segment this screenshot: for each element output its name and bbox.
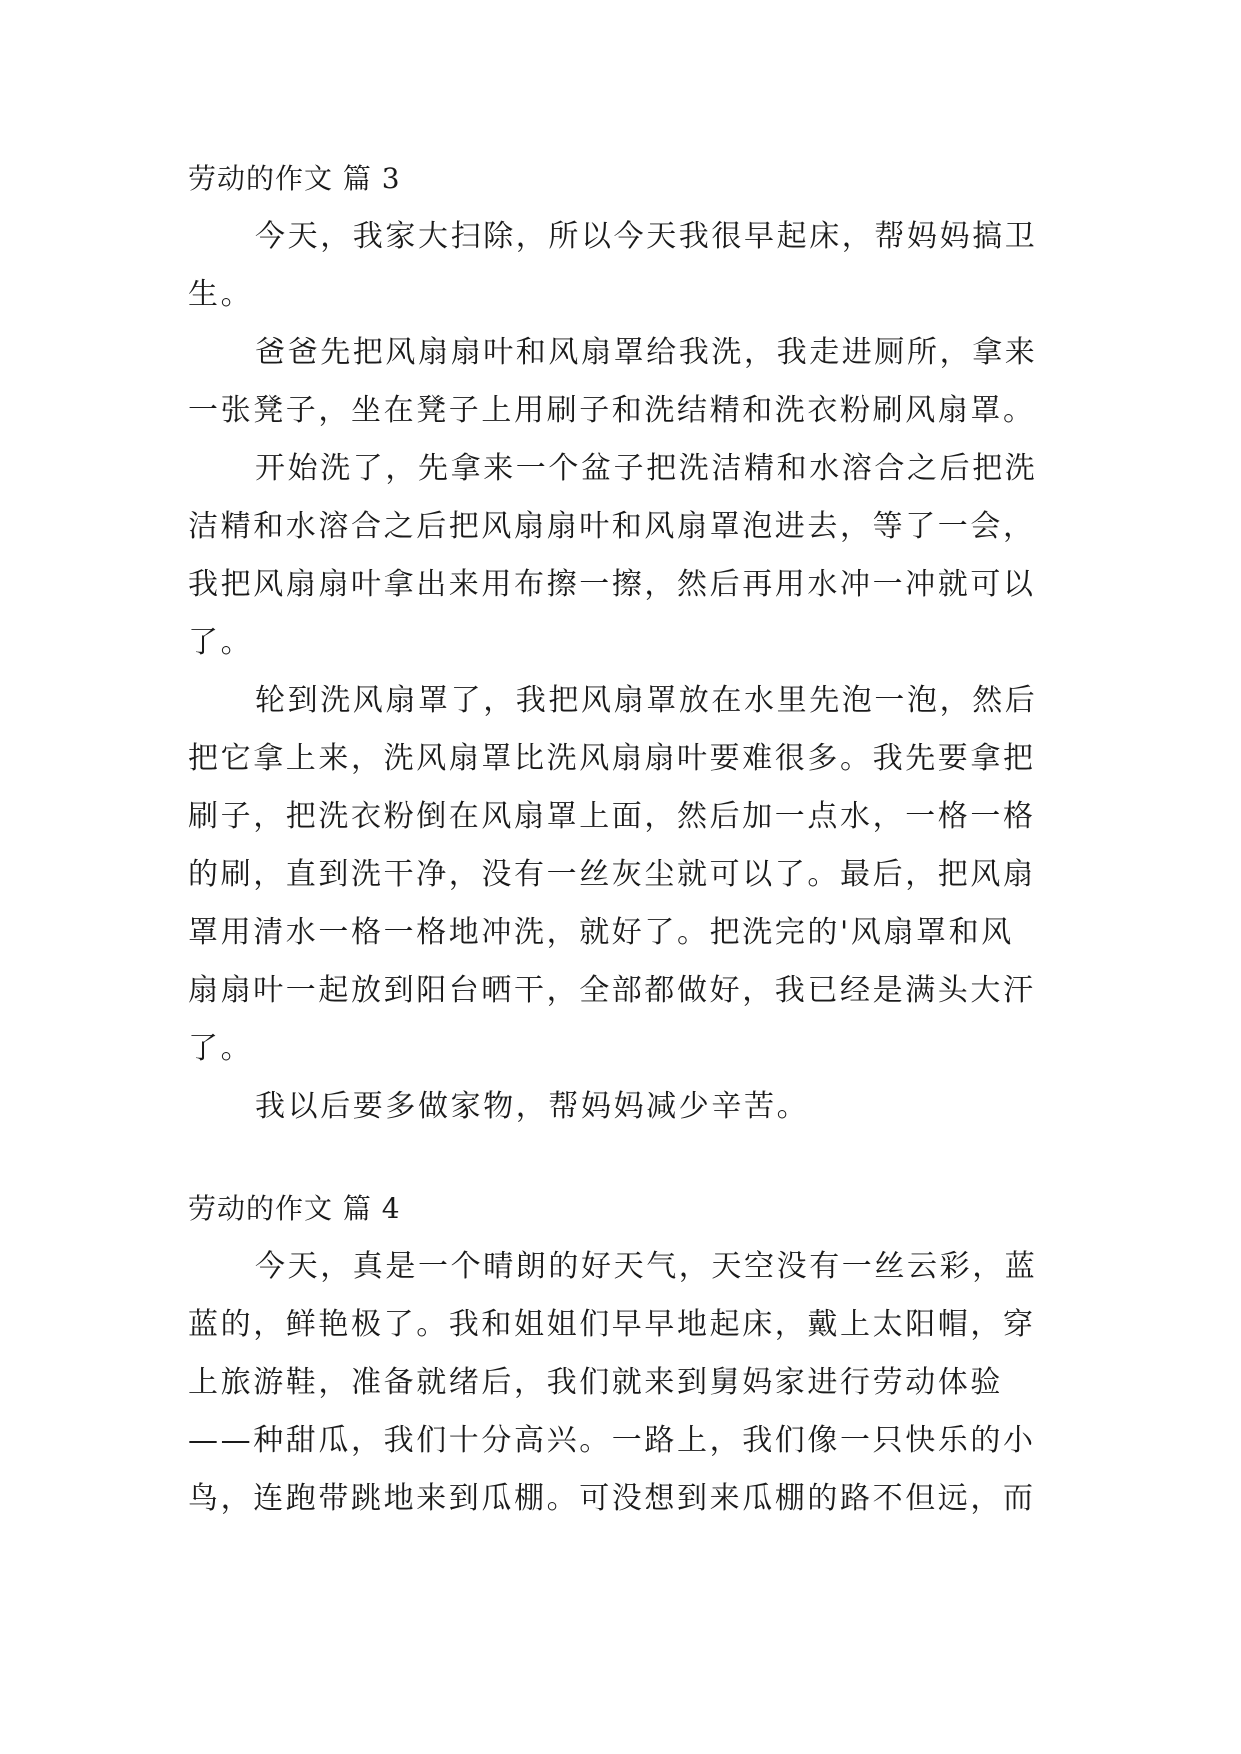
text-line: 罩用清水一格一格地冲洗，就好了。把洗完的'风扇罩和风 (188, 915, 1014, 950)
text-line: 我以后要多做家物，帮妈妈减少辛苦。 (255, 1089, 810, 1124)
paragraph (188, 1078, 1058, 1136)
paragraph (188, 440, 1058, 672)
text-line: 今天，我家大扫除，所以今天我很早起床，帮妈妈搞卫 (255, 219, 1038, 254)
text-line: 的刷，直到洗干净，没有一丝灰尘就可以了。最后，把风扇 (188, 857, 1036, 892)
text-line: 爸爸先把风扇扇叶和风扇罩给我洗，我走进厕所，拿来 (255, 335, 1038, 370)
paragraph (188, 672, 1058, 1078)
text-line: 一张凳子，坐在凳子上用刷子和洗结精和洗衣粉刷风扇罩。 (188, 393, 1036, 428)
text-line: 鸟，连跑带跳地来到瓜棚。可没想到来瓜棚的路不但远，而 (188, 1481, 1036, 1516)
text-line: 刷子，把洗衣粉倒在风扇罩上面，然后加一点水，一格一格 (188, 799, 1036, 834)
text-line: 上旅游鞋，准备就绪后，我们就来到舅妈家进行劳动体验 (188, 1365, 1003, 1400)
text-line: 了。 (188, 1031, 254, 1066)
text-line: 了。 (188, 625, 254, 660)
text-line: 洁精和水溶合之后把风扇扇叶和风扇罩泡进去，等了一会， (188, 509, 1036, 544)
text-line: 开始洗了，先拿来一个盆子把洗洁精和水溶合之后把洗 (255, 451, 1038, 486)
text-line: ——种甜瓜，我们十分高兴。一路上，我们像一只快乐的小 (188, 1423, 1036, 1458)
paragraph (188, 324, 1058, 440)
text-line: 蓝的，鲜艳极了。我和姐姐们早早地起床，戴上太阳帽，穿 (188, 1307, 1036, 1342)
text-line: 把它拿上来，洗风扇罩比洗风扇扇叶要难很多。我先要拿把 (188, 741, 1036, 776)
paragraph (188, 208, 1058, 324)
text-line: 今天，真是一个晴朗的好天气，天空没有一丝云彩，蓝 (255, 1249, 1038, 1284)
text-line: 扇扇叶一起放到阳台晒干，全部都做好，我已经是满头大汗 (188, 973, 1036, 1008)
text-line: 生。 (188, 277, 254, 312)
section-title: 劳动的作文 篇 3 (188, 162, 401, 195)
section-gap (188, 1136, 1058, 1180)
document-page (188, 150, 1058, 1528)
text-line: 我把风扇扇叶拿出来用布擦一擦，然后再用水冲一冲就可以 (188, 567, 1036, 602)
paragraph (188, 1238, 1058, 1528)
text-line: 轮到洗风扇罩了，我把风扇罩放在水里先泡一泡，然后 (255, 683, 1038, 718)
section-title: 劳动的作文 篇 4 (188, 1192, 401, 1225)
